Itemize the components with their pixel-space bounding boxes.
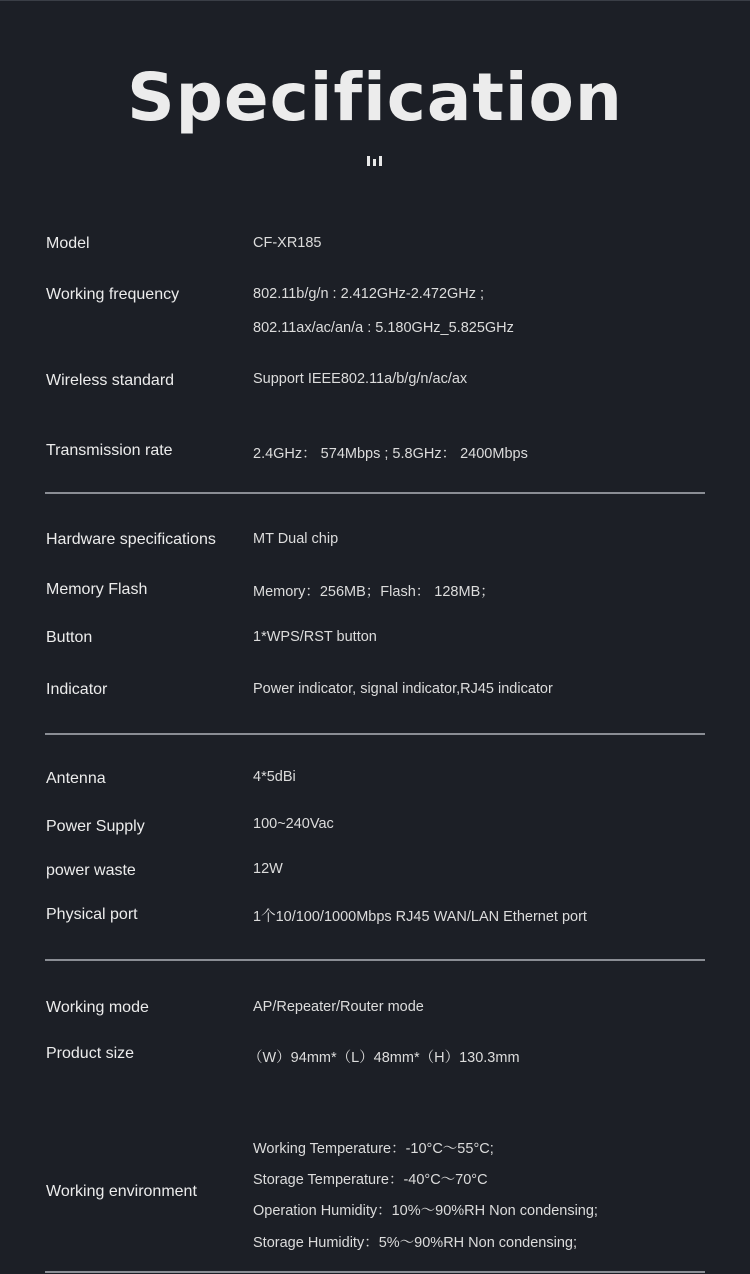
- environment-value-3: Operation Humidity：10%～90%RH Non condensing;: [253, 1203, 598, 1219]
- page-title: Specification: [127, 59, 623, 136]
- section-divider: [45, 1271, 705, 1273]
- indicator-label: Indicator: [46, 681, 108, 698]
- hardware-value: MT Dual chip: [253, 531, 339, 547]
- power-supply-value: 100~240Vac: [253, 816, 334, 832]
- button-label: Button: [46, 629, 93, 646]
- section-divider: [45, 959, 705, 961]
- section-divider: [45, 733, 705, 735]
- memory-label: Memory Flash: [46, 581, 148, 598]
- power-waste-value: 12W: [253, 861, 283, 877]
- signal-bars-icon: [367, 154, 383, 166]
- size-value: （W）94mm*（L）48mm*（H）130.3mm: [248, 1050, 520, 1066]
- hardware-label: Hardware specifications: [46, 531, 216, 548]
- memory-value: Memory：256MB；Flash： 128MB；: [253, 584, 495, 600]
- mode-label: Working mode: [46, 999, 149, 1016]
- frequency-label: Working frequency: [46, 286, 180, 303]
- frequency-value-2: 802.11ax/ac/an/a : 5.180GHz_5.825GHz: [253, 320, 514, 336]
- rate-label: Transmission rate: [46, 442, 173, 459]
- indicator-value: Power indicator, signal indicator,RJ45 indicator: [253, 681, 553, 697]
- section-divider: [45, 492, 705, 494]
- standard-label: Wireless standard: [46, 372, 175, 389]
- rate-value: 2.4GHz： 574Mbps ; 5.8GHz： 2400Mbps: [253, 446, 528, 462]
- model-label: Model: [46, 235, 90, 252]
- button-value: 1*WPS/RST button: [253, 629, 377, 645]
- antenna-value: 4*5dBi: [253, 769, 296, 785]
- environment-value-2: Storage Temperature：-40°C～70°C: [253, 1172, 488, 1188]
- standard-value: Support IEEE802.11a/b/g/n/ac/ax: [253, 371, 468, 387]
- top-border: [0, 0, 750, 1]
- antenna-label: Antenna: [46, 770, 106, 787]
- environment-value-1: Working Temperature：-10°C～55°C;: [253, 1141, 494, 1157]
- size-label: Product size: [46, 1045, 135, 1062]
- environment-value-4: Storage Humidity：5%～90%RH Non condensing;: [253, 1235, 577, 1251]
- mode-value: AP/Repeater/Router mode: [253, 999, 424, 1015]
- port-label: Physical port: [46, 906, 138, 923]
- power-waste-label: power waste: [46, 862, 136, 879]
- environment-label: Working environment: [46, 1183, 197, 1200]
- model-value: CF-XR185: [253, 235, 322, 251]
- power-supply-label: Power Supply: [46, 818, 145, 835]
- port-value: 1个10/100/1000Mbps RJ45 WAN/LAN Ethernet port: [253, 909, 587, 925]
- frequency-value-1: 802.11b/g/n : 2.412GHz-2.472GHz ;: [253, 286, 485, 302]
